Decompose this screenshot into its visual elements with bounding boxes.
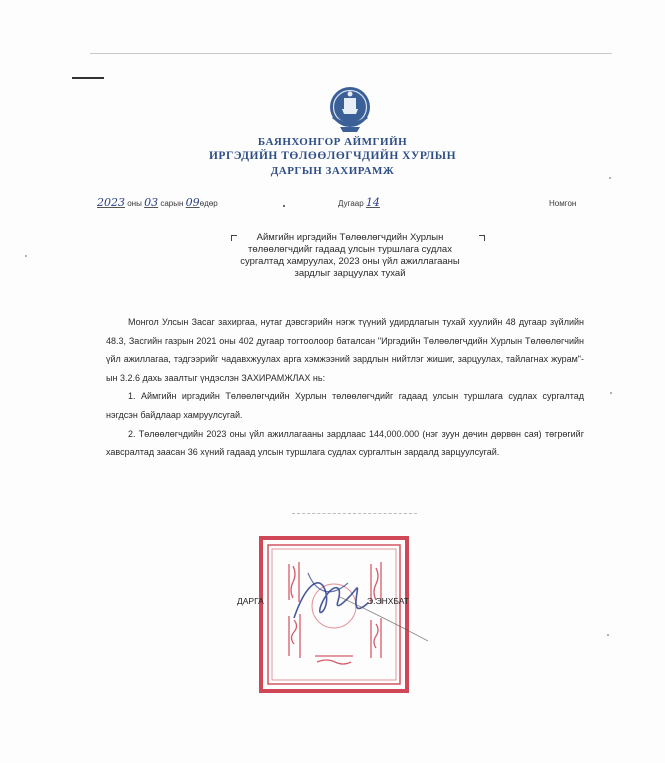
punctuation-mark [283,205,285,207]
scan-speck [25,255,27,257]
subject-line: сургалтад хамруулах, 2023 оны үйл ажиллагааны [240,256,460,267]
preamble-paragraph: Монгол Улсын Засаг захиргаа, нутаг дэвсгэрийн нэгж түүний удирдлагын тухай хуулийн 48 дугаар зүйлийн 48.3, Засгийн газрын 2021 оны 402 дугаар тогтоолоор баталсан "Иргэдийн Төлөөлөгчдийн Хурлын Төлөөлөгчийн үйл ажиллагаа, тэдгээрийг чадавхжуулах арга хэмжээний зардлын нийтлэг жишиг, зарцуулах, тайлагнах журам"-ын 3.2.6 дахь заалтыг үндэслэн ЗАХИРАМЖЛАХ нь: [106,317,584,383]
decree-body [106,313,584,462]
decree-place: Номгон [549,199,577,208]
decree-date [97,196,218,209]
signatory-role: ДАРГА [237,596,264,606]
decree-subject [206,232,494,280]
subject-line: зардлыг зарцуулах тухай [294,268,406,279]
order-item-1: 1. Аймгийн иргэдийн Төлөөлөгчдийн Хурлын төлөөлөгчдийг гадаад улсын туршлага судлах сургалтад нэгдсэн байдлаар хамруулсугай. [106,391,584,420]
date-month: 03 [144,196,159,209]
state-emblem-icon [327,83,373,135]
order-item-2: 2. Төлөөлөгчдийн 2023 оны үйл ажиллагааны зардлаас 144,000.000 (нэг зуун дөчин дөрвөн сая) төгрөгийг хавсралтад заасан 36 хүний гадаад улсын туршлага судлах сургалтын зардалд зарцуулсугай. [106,428,584,458]
subject-line: төлөөлөгчдийг гадаад улсын туршлага судлах [248,244,452,255]
date-year-label: оны [127,199,142,208]
scan-speck [610,392,612,394]
header-decree-title: ДАРГЫН ЗАХИРАМЖ [270,165,395,177]
subject-line: Аймгийн иргэдийн Төлөөлөгчдийн Хурлын [256,232,444,243]
scan-speck [607,634,609,636]
scan-dash-line [292,513,417,514]
signatory-name: Э.ЭНХБАТ [367,596,409,606]
date-day-label: өдөр [199,199,218,208]
corner-dash [72,77,104,79]
date-day: 09 [185,196,200,209]
scan-speck [609,177,611,179]
number-label: Дугаар [338,199,364,208]
date-year: 2023 [97,196,125,209]
decree-number [338,196,380,209]
number-value: 14 [365,196,380,209]
header-council: ИРГЭДИЙН ТӨЛӨӨЛӨГЧДИЙН ХУРЛЫН [208,150,457,162]
date-month-label: сарын [160,199,184,208]
top-rule [90,53,612,54]
header-aimag: БАЯНХОНГОР АЙМГИЙН [257,136,408,148]
